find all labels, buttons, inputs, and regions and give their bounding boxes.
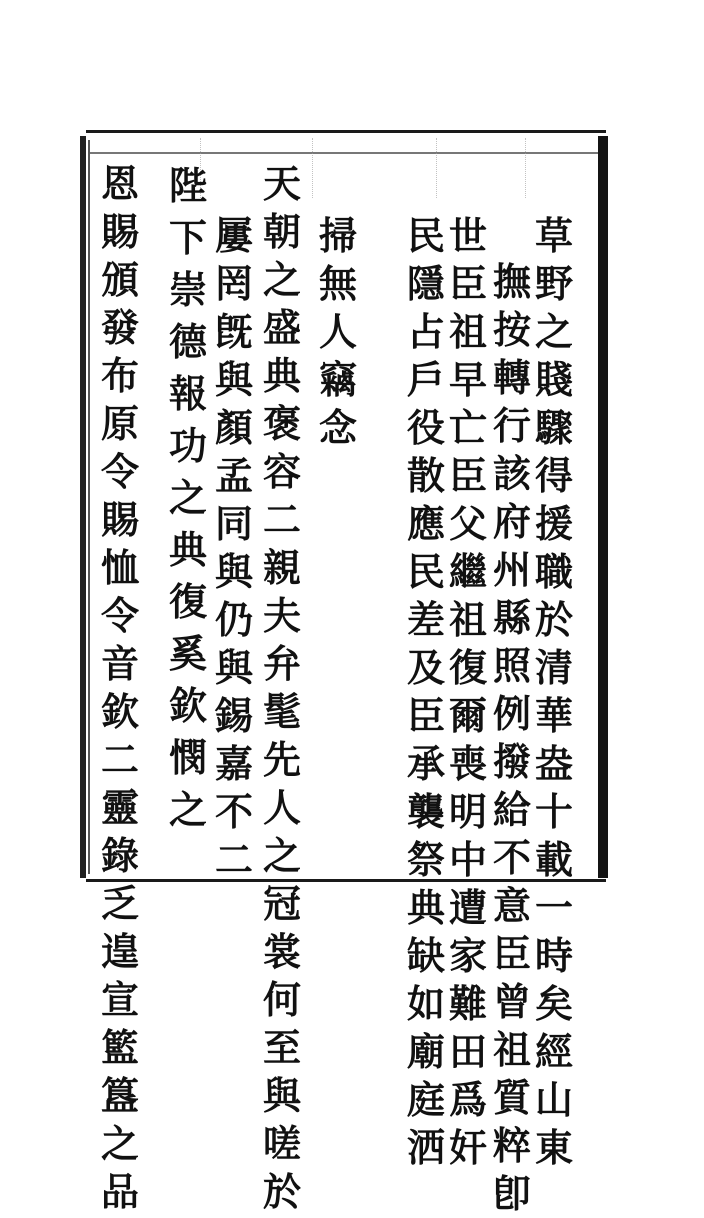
text-glyph: 之 [534, 309, 573, 354]
text-glyph: 乏 [100, 881, 139, 926]
text-column [446, 212, 490, 1172]
text-glyph: 祭 [406, 837, 445, 882]
text-glyph: 遑 [100, 929, 139, 974]
text-glyph: 援 [534, 501, 573, 546]
text-glyph: 難 [448, 981, 487, 1026]
text-glyph: 憫 [168, 735, 207, 780]
text-glyph: 庭 [406, 1077, 445, 1122]
text-glyph: 錄 [100, 833, 139, 878]
text-glyph: 中 [448, 837, 487, 882]
text-glyph: 典 [262, 353, 301, 398]
text-glyph: 親 [262, 545, 301, 590]
text-glyph: 旣 [214, 309, 253, 354]
text-glyph: 罔 [214, 261, 253, 306]
text-glyph: 令 [100, 593, 139, 638]
text-glyph: 臣 [406, 693, 445, 738]
text-glyph: 簋 [100, 1073, 139, 1118]
text-glyph: 發 [100, 305, 139, 350]
text-glyph: 時 [534, 933, 573, 978]
text-glyph: 德 [168, 319, 207, 364]
text-column [212, 212, 256, 884]
text-glyph: 至 [262, 1025, 301, 1070]
text-glyph: 籃 [100, 1025, 139, 1070]
text-glyph: 與 [214, 645, 253, 690]
text-glyph: 遭 [448, 885, 487, 930]
text-glyph: 賜 [100, 497, 139, 542]
text-glyph: 二 [100, 737, 139, 782]
text-glyph: 縣 [492, 595, 531, 640]
text-glyph: 與 [214, 549, 253, 594]
text-glyph: 掃 [318, 213, 357, 258]
text-glyph: 令 [100, 449, 139, 494]
text-glyph: 世 [448, 213, 487, 258]
text-glyph: 之 [262, 833, 301, 878]
text-glyph: 按 [492, 307, 531, 352]
text-glyph: 早 [448, 357, 487, 402]
text-glyph: 華 [534, 693, 573, 738]
text-glyph: 散 [406, 453, 445, 498]
text-glyph: 東 [534, 1125, 573, 1170]
text-glyph: 民 [406, 213, 445, 258]
text-glyph: 於 [534, 597, 573, 642]
text-glyph: 奚 [168, 631, 207, 676]
text-glyph: 得 [534, 453, 573, 498]
text-glyph: 府 [492, 499, 531, 544]
text-glyph: 之 [168, 475, 207, 520]
page-frame-right-border [598, 136, 608, 878]
text-glyph: 臣 [448, 453, 487, 498]
text-glyph: 於 [262, 1169, 301, 1214]
text-glyph: 撫 [492, 259, 531, 304]
text-glyph: 戶 [406, 357, 445, 402]
text-glyph: 役 [406, 405, 445, 450]
text-glyph: 洒 [406, 1125, 445, 1170]
text-glyph: 該 [492, 451, 531, 496]
text-glyph: 不 [492, 835, 531, 880]
text-glyph: 轉 [492, 355, 531, 400]
text-column [166, 160, 210, 836]
print-speckle [436, 138, 438, 198]
text-glyph: 州 [492, 547, 531, 592]
text-glyph: 復 [448, 645, 487, 690]
text-glyph: 欽 [168, 683, 207, 728]
text-glyph: 賤 [534, 357, 573, 402]
text-glyph: 質 [492, 1075, 531, 1120]
text-glyph: 人 [318, 309, 357, 354]
page-top-rule [90, 152, 598, 154]
text-glyph: 缺 [406, 933, 445, 978]
print-speckle [312, 138, 314, 198]
text-glyph: 原 [100, 401, 139, 446]
text-column [404, 212, 448, 1172]
text-glyph: 田 [448, 1029, 487, 1074]
text-glyph: 仍 [214, 597, 253, 642]
text-glyph: 粹 [492, 1123, 531, 1168]
text-glyph: 矣 [534, 981, 573, 1026]
text-glyph: 廟 [406, 1029, 445, 1074]
text-glyph: 無 [318, 261, 357, 306]
text-glyph: 意 [492, 883, 531, 928]
text-glyph: 弁 [262, 641, 301, 686]
text-glyph: 應 [406, 501, 445, 546]
text-glyph: 如 [406, 981, 445, 1026]
text-glyph: 復 [168, 579, 207, 624]
text-glyph: 裳 [262, 929, 301, 974]
text-glyph: 錫 [214, 693, 253, 738]
text-glyph: 爲 [448, 1077, 487, 1122]
text-glyph: 民 [406, 549, 445, 594]
text-glyph: 品 [100, 1169, 139, 1214]
text-glyph: 夫 [262, 593, 301, 638]
text-glyph: 喪 [448, 741, 487, 786]
text-glyph: 頒 [100, 257, 139, 302]
text-glyph: 竊 [318, 357, 357, 402]
text-glyph: 山 [534, 1077, 573, 1122]
text-glyph: 與 [214, 357, 253, 402]
text-glyph: 明 [448, 789, 487, 834]
text-glyph: 占 [406, 309, 445, 354]
text-glyph: 嘉 [214, 741, 253, 786]
text-glyph: 念 [318, 405, 357, 450]
text-glyph: 典 [406, 885, 445, 930]
text-glyph: 繼 [448, 549, 487, 594]
text-glyph: 之 [100, 1121, 139, 1166]
text-glyph: 祖 [492, 1027, 531, 1072]
text-glyph: 天 [262, 161, 301, 206]
text-glyph: 欽 [100, 689, 139, 734]
text-glyph: 曾 [492, 979, 531, 1024]
text-glyph: 職 [534, 549, 573, 594]
text-glyph: 臣 [448, 261, 487, 306]
text-glyph: 襲 [406, 789, 445, 834]
text-glyph: 父 [448, 501, 487, 546]
text-glyph: 下 [168, 215, 207, 260]
text-glyph: 音 [100, 641, 139, 686]
text-glyph: 朝 [262, 209, 301, 254]
text-glyph: 功 [168, 423, 207, 468]
text-glyph: 承 [406, 741, 445, 786]
text-glyph: 賜 [100, 209, 139, 254]
text-glyph: 人 [262, 785, 301, 830]
text-glyph: 一 [534, 885, 573, 930]
text-glyph: 祖 [448, 597, 487, 642]
text-glyph: 奸 [448, 1125, 487, 1170]
text-glyph: 不 [214, 789, 253, 834]
text-glyph: 之 [262, 257, 301, 302]
text-glyph: 恩 [100, 161, 139, 206]
text-column [532, 212, 576, 1172]
text-glyph: 隱 [406, 261, 445, 306]
text-glyph: 恤 [100, 545, 139, 590]
text-column [98, 160, 142, 1216]
page-frame-left-inner-rule [88, 140, 90, 874]
text-glyph: 顏 [214, 405, 253, 450]
text-glyph: 差 [406, 597, 445, 642]
text-glyph: 祖 [448, 309, 487, 354]
text-glyph: 盛 [262, 305, 301, 350]
text-glyph: 經 [534, 1029, 573, 1074]
text-glyph: 二 [262, 497, 301, 542]
text-glyph: 屢 [214, 213, 253, 258]
text-glyph: 例 [492, 691, 531, 736]
print-speckle [525, 138, 527, 198]
text-glyph: 照 [492, 643, 531, 688]
text-glyph: 陛 [168, 163, 207, 208]
text-glyph: 與 [262, 1073, 301, 1118]
text-glyph: 典 [168, 527, 207, 572]
text-glyph: 野 [534, 261, 573, 306]
text-glyph: 容 [262, 449, 301, 494]
text-glyph: 撥 [492, 739, 531, 784]
text-glyph: 冠 [262, 881, 301, 926]
text-glyph: 卽 [492, 1171, 531, 1216]
text-glyph: 二 [214, 837, 253, 882]
text-glyph: 崇 [168, 267, 207, 312]
text-glyph: 宣 [100, 977, 139, 1022]
text-glyph: 靈 [100, 785, 139, 830]
text-glyph: 臣 [492, 931, 531, 976]
text-glyph: 孟 [214, 453, 253, 498]
text-glyph: 草 [534, 213, 573, 258]
page-frame-left-border [80, 136, 86, 878]
text-glyph: 清 [534, 645, 573, 690]
text-glyph: 嗟 [262, 1121, 301, 1166]
text-column [260, 160, 304, 1216]
text-glyph: 十 [534, 789, 573, 834]
text-glyph: 給 [492, 787, 531, 832]
text-glyph: 同 [214, 501, 253, 546]
text-glyph: 髦 [262, 689, 301, 734]
text-glyph: 及 [406, 645, 445, 690]
text-glyph: 載 [534, 837, 573, 882]
text-glyph: 報 [168, 371, 207, 416]
text-glyph: 驟 [534, 405, 573, 450]
text-column [490, 258, 534, 1218]
text-glyph: 家 [448, 933, 487, 978]
text-glyph: 先 [262, 737, 301, 782]
text-column [316, 212, 360, 452]
text-glyph: 亡 [448, 405, 487, 450]
text-glyph: 布 [100, 353, 139, 398]
text-glyph: 何 [262, 977, 301, 1022]
text-glyph: 褒 [262, 401, 301, 446]
text-glyph: 盎 [534, 741, 573, 786]
text-glyph: 之 [168, 787, 207, 832]
text-glyph: 行 [492, 403, 531, 448]
text-glyph: 爾 [448, 693, 487, 738]
